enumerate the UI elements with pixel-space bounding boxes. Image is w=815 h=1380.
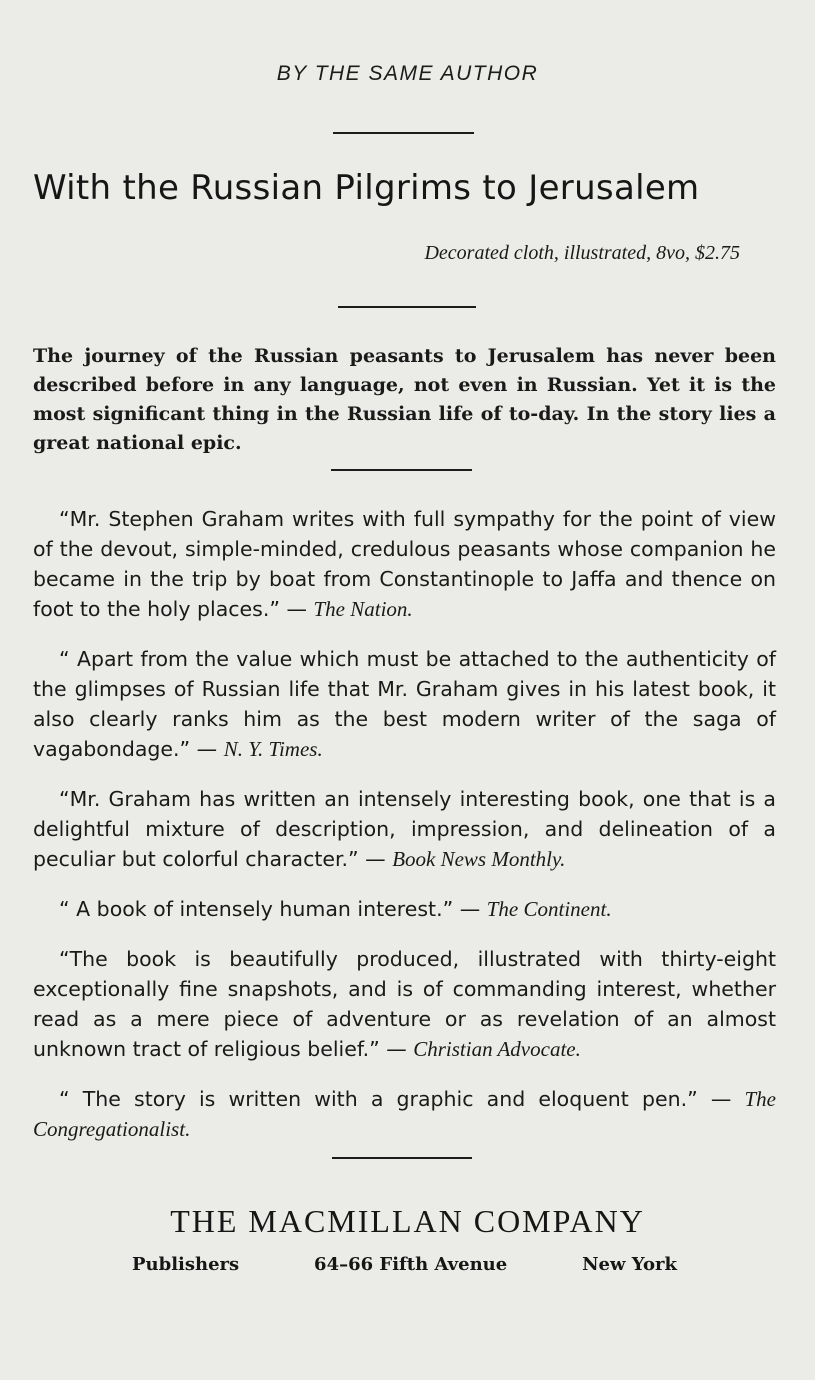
- publisher-name: THE MACMILLAN COMPANY: [170, 1203, 645, 1239]
- review-quote: [33, 504, 776, 624]
- review-source: Christian Advocate.: [413, 1037, 581, 1061]
- review-quote: [33, 894, 776, 924]
- divider-rule: [332, 1157, 472, 1159]
- review-text: “The book is beautifully produced, illustrated with thirty-eight exceptionally fine snapshots, and is of commanding interest, whether read as a mere piece of adventure or as revelation of an almost unknown tract of religious belief.” —: [33, 947, 776, 1061]
- review-source: The Congregationalist.: [33, 1087, 776, 1141]
- review-source: N. Y. Times.: [223, 737, 323, 761]
- publisher-city: New York: [582, 1254, 677, 1275]
- review-text: “Mr. Graham has written an intensely interesting book, one that is a delightful mixture of description, impression, and delineation of a peculiar but colorful character.” —: [33, 787, 776, 871]
- review-text: “ Apart from the value which must be attached to the authenticity of the glimpses of Russian life that Mr. Graham gives in his latest book, it also clearly ranks him as the best modern writer of the saga of vagabondage.” —: [33, 647, 776, 761]
- review-quote: [33, 644, 776, 764]
- review-source: Book News Monthly.: [392, 847, 566, 871]
- publisher-line: [132, 1254, 677, 1275]
- review-quote: [33, 784, 776, 874]
- review-text: “ A book of intensely human interest.” —: [59, 897, 487, 921]
- review-source: The Nation.: [313, 597, 413, 621]
- review-text: “Mr. Stephen Graham writes with full sympathy for the point of view of the devout, simple-minded, credulous peasants whose companion he became in the trip by boat from Constantinople to Jaffa and thence on foot to the holy places.” —: [33, 507, 776, 621]
- press-reviews: [33, 504, 776, 1164]
- publisher-address: 64–66 Fifth Avenue: [314, 1254, 508, 1275]
- divider-rule: [331, 469, 472, 471]
- divider-rule: [338, 306, 476, 308]
- review-quote: [33, 944, 776, 1064]
- book-summary: The journey of the Russian peasants to Jerusalem has never been described before in any language, not even in Russian. Yet it is the most significant thing in the Russian life of to-day. In the story lies a great national epic.: [33, 345, 776, 454]
- book-title: With the Russian Pilgrims to Jerusalem: [33, 168, 700, 208]
- divider-rule: [333, 132, 474, 134]
- review-source: The Continent.: [486, 897, 612, 921]
- edition-details: Decorated cloth, illustrated, 8vo, $2.75: [424, 242, 740, 264]
- review-quote: [33, 1084, 776, 1144]
- publisher-role: Publishers: [132, 1254, 240, 1275]
- page-heading: BY THE SAME AUTHOR: [276, 62, 539, 85]
- review-text: “ The story is written with a graphic and eloquent pen.” —: [59, 1087, 745, 1111]
